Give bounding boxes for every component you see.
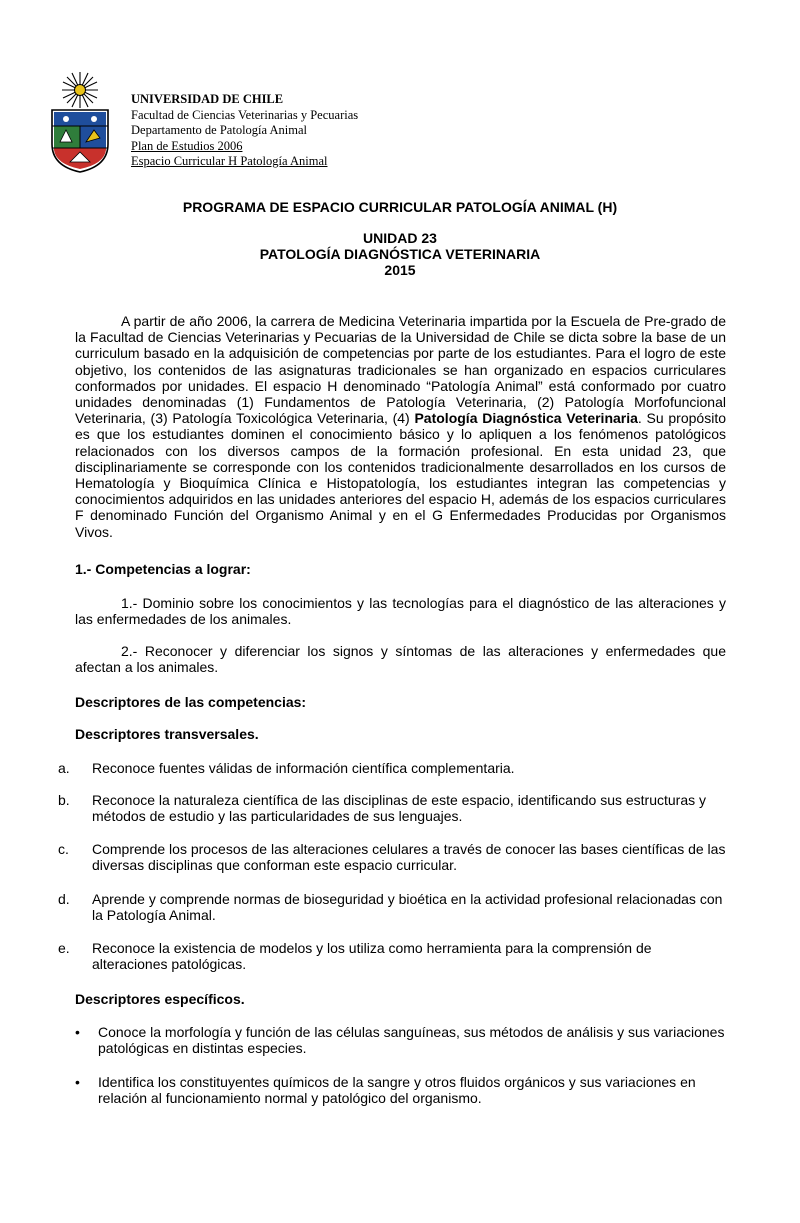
intro-text-start: A partir de año 2006, la carrera de Medicina Veterinaria impartida por la Escuela de Pre-grado de la Facultad de Ciencias Veterinarias y Pecuarias de la Universidad de Chile se dicta sobre la base de un curriculum basado en la adquisición de competencias por parte de los estudiantes. Para el logro de este objetivo, los contenidos de las asignaturas tradicionales se han organizado en espacios curriculares conformados por unidades. El espacio H denominado “Patología Animal” está conformado por cuatro unidades denominadas (1) Fundamentos de Patología Veterinaria, (2) Patología Morfofuncional Veterinaria, (3) Patología Toxicológica Veterinaria, (4) [75,313,726,427]
bullet-icon: • [75,1024,80,1040]
department-name: Departamento de Patología Animal [131,123,307,137]
list-item [58,891,726,924]
bullet-icon: • [75,1074,80,1090]
faculty-name: Facultad de Ciencias Veterinarias y Pecuarias [131,107,359,122]
competencia-item [75,595,726,627]
institution-header [131,92,358,170]
competencia-text: 2.- Reconocer y diferenciar los signos y síntomas de las alteraciones y enfermedades que afectan a los animales. [75,643,726,676]
item-marker: a. [58,760,70,776]
descriptores-heading: Descriptores de las competencias: [75,694,307,710]
unit-subject: PATOLOGÍA DIAGNÓSTICA VETERINARIA [259,246,541,262]
competencia-item [75,643,726,675]
item-marker: b. [58,792,70,808]
university-crest-icon [44,68,116,174]
study-plan: Plan de Estudios 2006 [131,138,243,153]
item-marker: e. [58,940,70,956]
item-text: Reconoce fuentes válidas de información científica complementaria. [92,760,515,776]
list-item [58,792,726,825]
item-marker: c. [58,841,69,857]
item-text: Reconoce la existencia de modelos y los utiliza como herramienta para la comprensión de alteraciones patológicas. [92,940,652,973]
curricular-space: Espacio Curricular H Patología Animal [131,154,328,168]
especificos-heading: Descriptores específicos. [75,991,245,1007]
list-item [58,760,726,776]
list-item [58,841,726,874]
item-text: Comprende los procesos de las alteraciones celulares a través de conocer las bases científicas de las diversas disciplinas que conforman este espacio curricular. [92,841,726,874]
unit-number: UNIDAD 23 [363,230,437,246]
transversales-heading: Descriptores transversales. [75,726,259,742]
bullet-item [75,1074,726,1106]
bullet-text: Identifica los constituyentes químicos de la sangre y otros fluidos orgánicos y sus variaciones en relación al funcionamiento normal y patológico del organismo. [98,1074,696,1107]
bullet-text: Conoce la morfología y función de las células sanguíneas, sus métodos de análisis y sus variaciones patológicas en distintas especies. [98,1024,725,1057]
program-title: PROGRAMA DE ESPACIO CURRICULAR PATOLOGÍA ANIMAL (H) [182,199,618,215]
competencia-text: 1.- Dominio sobre los conocimientos y las tecnologías para el diagnóstico de las alteraciones y las enfermedades de los animales. [75,595,726,628]
list-item [58,940,726,973]
bullet-item [75,1024,726,1056]
intro-paragraph [75,313,726,540]
university-name: UNIVERSIDAD DE CHILE [131,92,284,106]
item-text: Reconoce la naturaleza científica de las disciplinas de este espacio, identificando sus estructuras y métodos de estudio y las particularidades de sus lenguajes. [92,792,707,825]
program-year: 2015 [384,262,416,278]
item-marker: d. [58,891,70,907]
intro-text-end: . Su propósito es que los estudiantes dominen el conocimiento básico y lo apliquen a los fenómenos patológicos relacionados con los diversos campos de la formación profesional. En esta unidad 23, que disciplinariamente se corresponde con los contenidos tradicionalmente desarrollados en los cursos de Hematología y Bioquímica Clínica e Histopatología, los estudiantes integran las competencias y conocimientos adquiridos en las unidades anteriores del espacio H, además de los espacios curriculares F denominado Función del Organismo Animal y en el G Enfermedades Producidas por Organismos Vivos. [75,410,726,540]
item-text: Aprende y comprende normas de bioseguridad y bioética en la actividad profesional relacionadas con la Patología Animal. [92,891,723,924]
competencias-heading: 1.- Competencias a lograr: [75,561,251,577]
intro-highlight: Patología Diagnóstica Veterinaria [414,410,638,427]
